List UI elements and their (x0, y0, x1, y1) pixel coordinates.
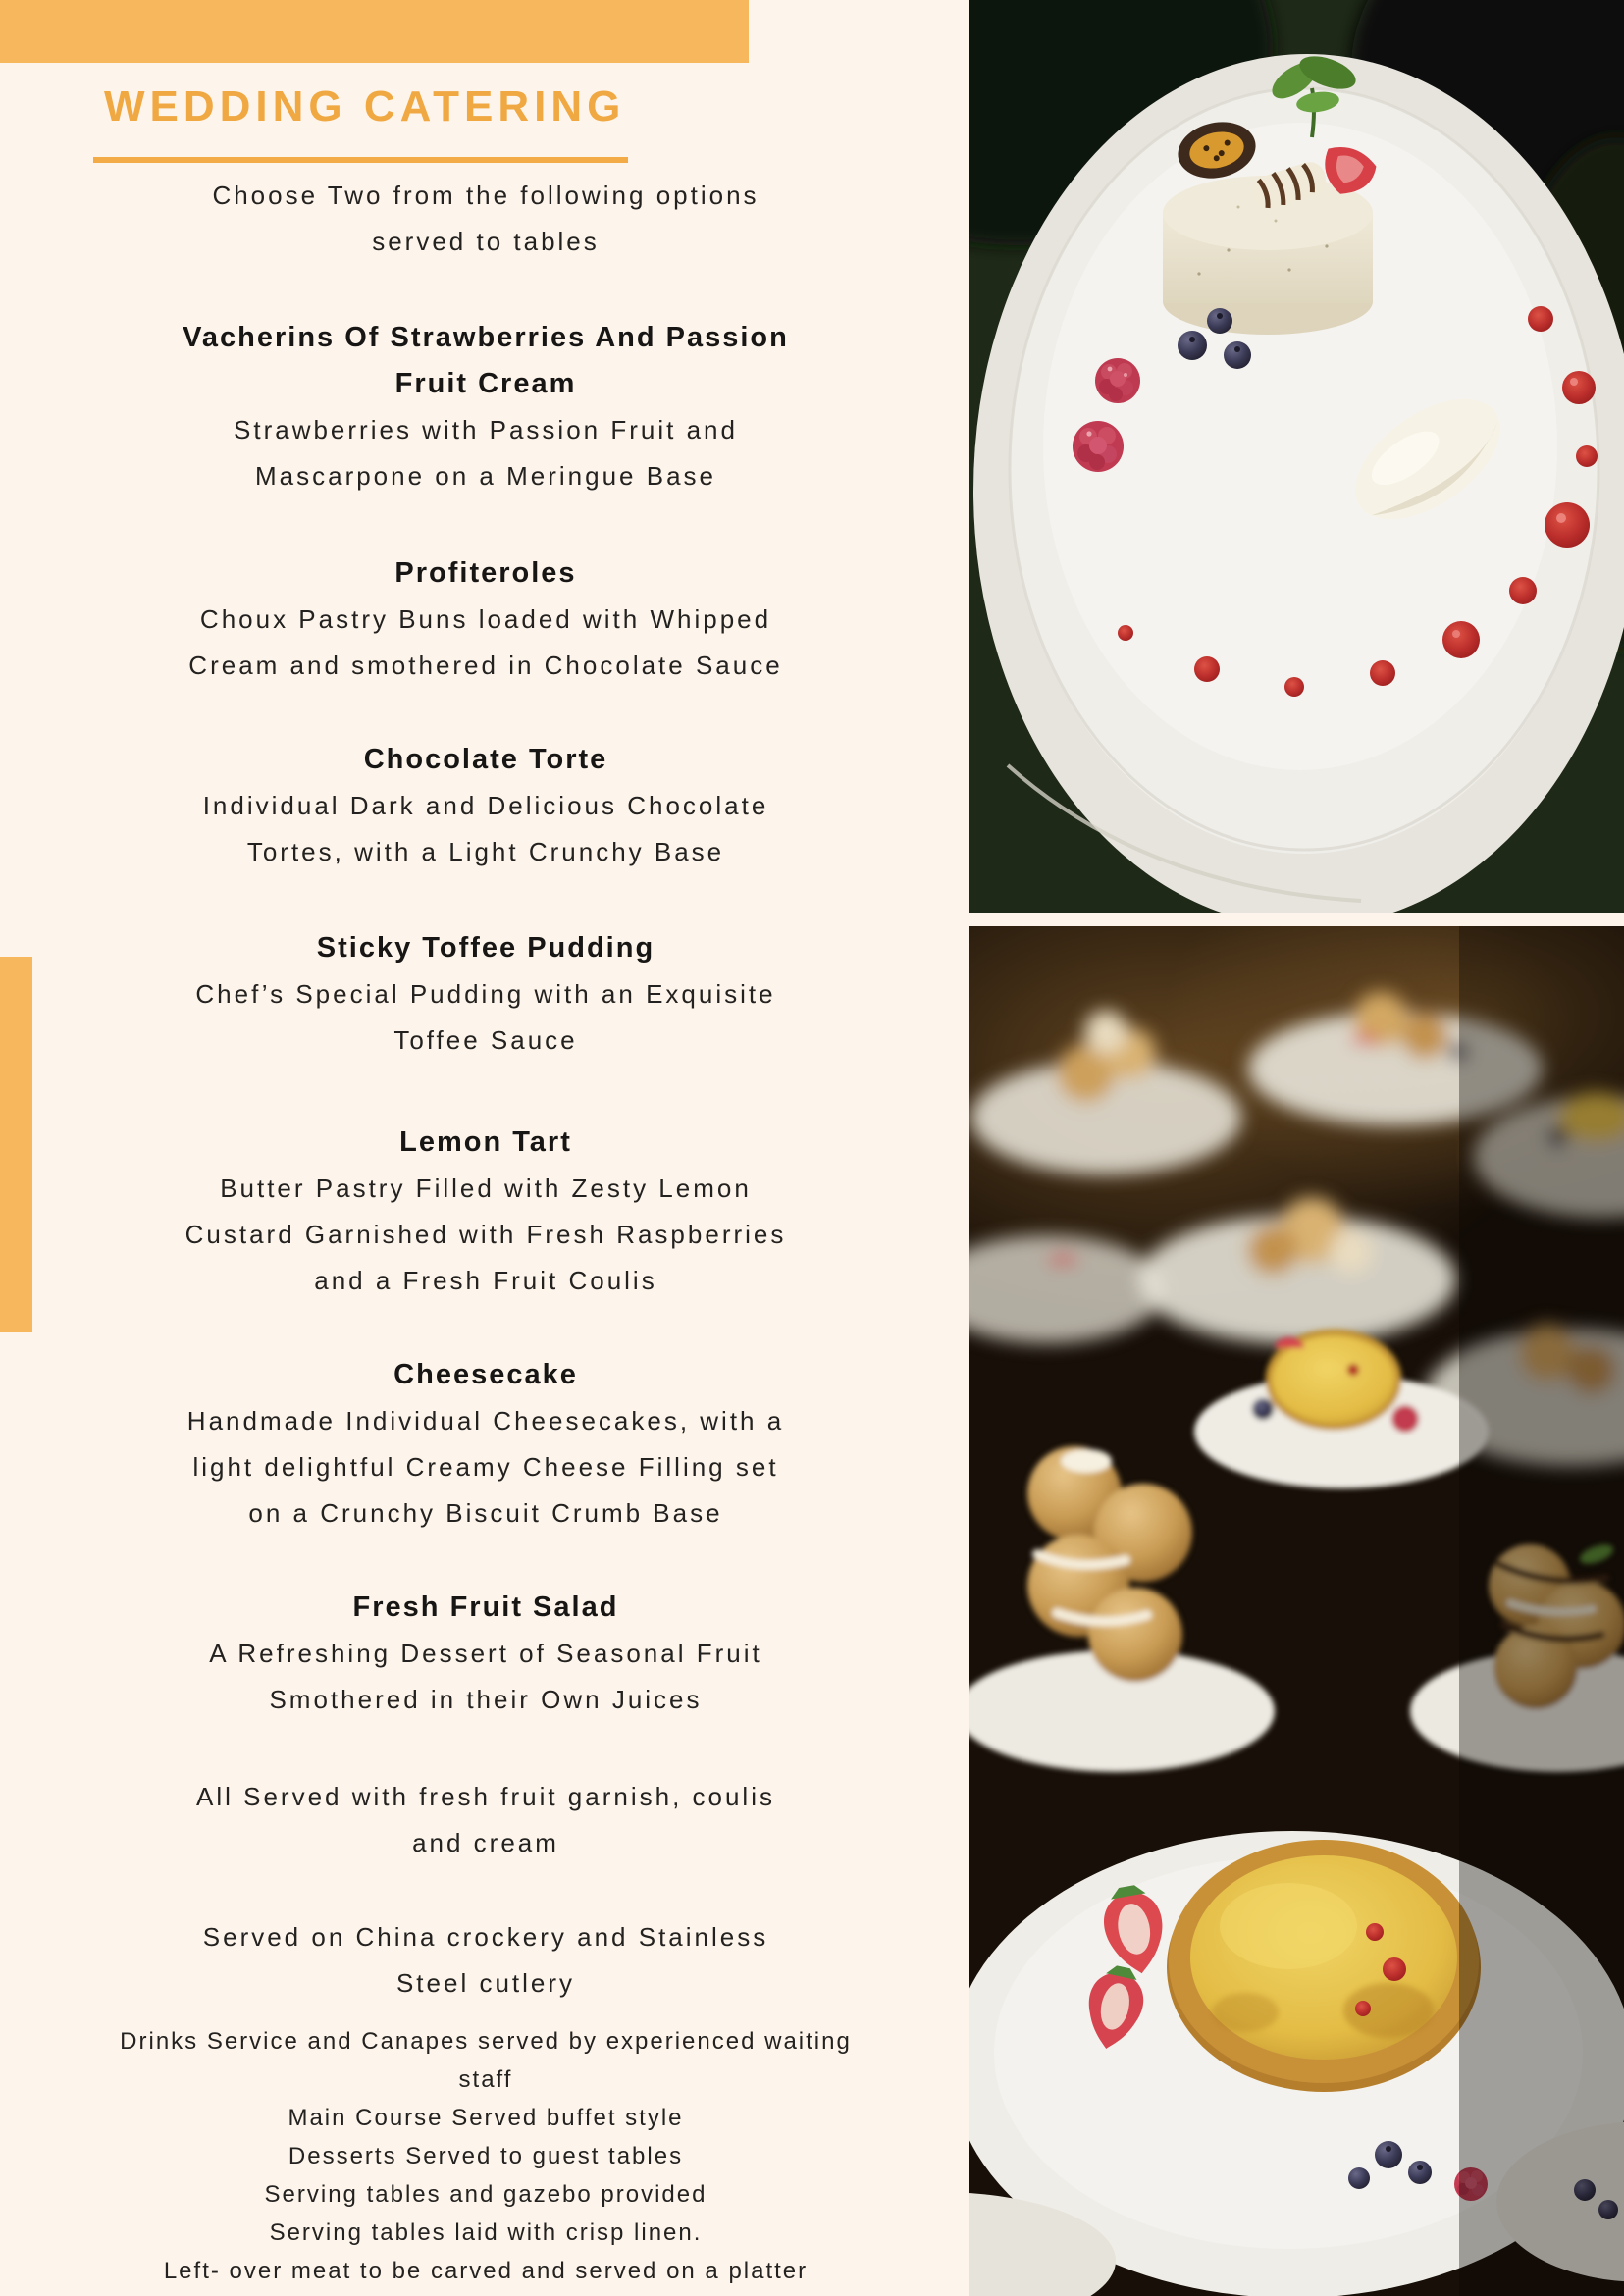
menu-item-description: and a Fresh Fruit Coulis (314, 1266, 657, 1295)
intro-text (20, 173, 952, 265)
menu-item-name: Profiteroles (394, 557, 577, 589)
service-note-garnish (20, 1774, 952, 1866)
menu-item-name: Cheesecake (393, 1359, 578, 1390)
title-underline (93, 157, 628, 163)
top-accent-bar (0, 0, 749, 63)
fine-print-notes (20, 2022, 952, 2290)
fine-print-line: Serving tables laid with crisp linen. (269, 2219, 703, 2246)
service-note-crockery (20, 1914, 952, 2007)
menu-item-description: Mascarpone on a Meringue Base (254, 461, 716, 491)
dessert-photo-bottom (969, 926, 1624, 2296)
menu-item-profiteroles (20, 550, 952, 689)
menu-item-fruit-salad (20, 1585, 952, 1723)
intro-line: Choose Two from the following options (212, 181, 760, 210)
menu-item-description: A Refreshing Dessert of Seasonal Fruit (209, 1639, 762, 1668)
menu-item-description: light delightful Creamy Cheese Filling set (192, 1452, 779, 1482)
menu-item-name: Fresh Fruit Salad (352, 1592, 619, 1623)
menu-item-description: Cream and smothered in Chocolate Sauce (188, 651, 783, 680)
menu-item-lemon-tart (20, 1120, 952, 1304)
menu-item-description: Tortes, with a Light Crunchy Base (246, 837, 725, 866)
panna-cotta-illustration (969, 0, 1624, 913)
menu-item-cheesecake (20, 1352, 952, 1537)
menu-item-description: Strawberries with Passion Fruit and (234, 415, 738, 444)
service-note-line: Steel cutlery (395, 1968, 576, 1998)
dessert-buffet-illustration (969, 926, 1624, 2296)
menu-item-sticky-toffee (20, 925, 952, 1064)
menu-item-name: Chocolate Torte (363, 744, 608, 775)
menu-item-description: on a Crunchy Biscuit Crumb Base (248, 1498, 723, 1528)
service-note-line: All Served with fresh fruit garnish, coulis (196, 1782, 775, 1811)
service-note-line: Served on China crockery and Stainless (202, 1922, 769, 1952)
menu-item-name: Vacherins Of Strawberries And Passion (183, 322, 789, 353)
menu-item-description: Smothered in their Own Juices (269, 1685, 703, 1714)
fine-print-line: Main Course Served buffet style (288, 2105, 684, 2131)
dessert-photo-top (969, 0, 1624, 913)
menu-item-description: Custard Garnished with Fresh Raspberries (184, 1220, 787, 1249)
page-title: WEDDING CATERING (104, 82, 626, 130)
fine-print-line: Left- over meat to be carved and served on a platter (163, 2258, 809, 2284)
intro-line: served to tables (372, 227, 600, 256)
fine-print-line: Desserts Served to guest tables (288, 2143, 684, 2169)
menu-item-chocolate-torte (20, 737, 952, 875)
fine-print-line: staff (458, 2066, 513, 2093)
service-note-line: and cream (412, 1828, 559, 1857)
menu-item-name: Fruit Cream (394, 368, 577, 399)
fine-print-line: Drinks Service and Canapes served by experienced waiting (120, 2028, 852, 2055)
menu-item-name: Sticky Toffee Pudding (316, 932, 655, 964)
menu-item-description: Butter Pastry Filled with Zesty Lemon (220, 1174, 752, 1203)
menu-item-description: Handmade Individual Cheesecakes, with a (186, 1406, 785, 1435)
menu-item-vacherins (20, 315, 952, 499)
menu-item-description: Individual Dark and Delicious Chocolate (202, 791, 769, 820)
menu-item-description: Toffee Sauce (393, 1025, 578, 1055)
fine-print-line: Serving tables and gazebo provided (264, 2181, 707, 2208)
menu-item-description: Choux Pastry Buns loaded with Whipped (199, 604, 772, 634)
menu-item-name: Lemon Tart (399, 1126, 572, 1158)
menu-item-description: Chef’s Special Pudding with an Exquisite (195, 979, 776, 1009)
